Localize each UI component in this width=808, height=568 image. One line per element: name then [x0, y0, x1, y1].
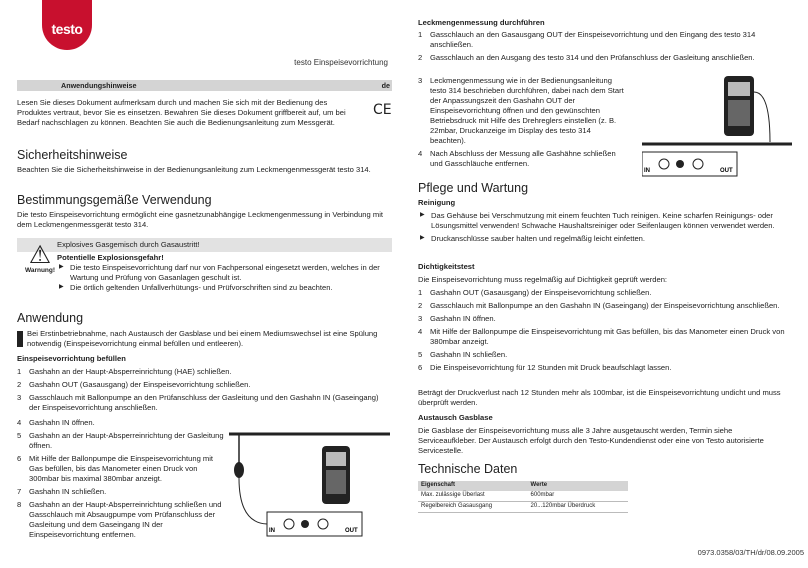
section-bar-title: Anwendungshinweise: [61, 81, 137, 90]
right-column: [418, 0, 794, 568]
out-label: OUT: [720, 168, 733, 174]
fill-diagram: [227, 428, 392, 538]
specs-heading: Technische Daten: [418, 462, 518, 476]
table-cell: 600mbar: [528, 491, 628, 501]
list-item: 6 Mit Hilfe der Ballonpumpe die Einspeisevorrichtung mit Gas befüllen, bis das Manometer einen Druck von 300mbar bis maximal 380mbar anzeigt.: [17, 454, 214, 484]
leak-steps-bottom: [418, 76, 626, 169]
usage-note: Bei Erstinbetriebnahme, nach Austausch der Gasblase und bei einem Mediumswechsel ist eine Spülung notwendig (Einspeisevorrichtung einmal befüllen und entleeren).: [27, 329, 378, 349]
list-item: 1 Gashahn an der Haupt-Absperreinrichtung (HAE) schließen.: [17, 367, 232, 376]
warning-subhead: Potentielle Explosionsgefahr!: [57, 253, 164, 263]
warning-label: Warnung!: [24, 267, 56, 274]
in-label: IN: [269, 528, 275, 534]
intended-use-heading: Bestimmungsgemäße Verwendung: [17, 193, 212, 207]
table-header: Werte: [528, 481, 628, 491]
warning-item: ▶ Die örtlich geltenden Unfallverhütungs- und Prüfvorschriften sind zu beachten.: [57, 283, 389, 293]
warning-list: [57, 263, 389, 293]
warning-icon: [22, 242, 58, 276]
list-item: 2 Gasschlauch mit Ballonpumpe an den Gashahn IN (Gaseingang) der Einspeisevorrichtung anschließen.: [418, 301, 780, 311]
fill-steps-top: [17, 367, 389, 413]
list-item: 1 Gashahn OUT (Gasausgang) der Einspeisevorrichtung schließen.: [418, 288, 652, 297]
note-icon: [17, 331, 23, 347]
fill-steps-bottom: [17, 418, 227, 540]
safety-heading: Sicherheitshinweise: [17, 148, 128, 162]
tightness-outro: Beträgt der Druckverlust nach 12 Stunden mehr als 100mbar, ist die Einspeisevorrichtung undicht und muss überprüft werden.: [418, 388, 781, 408]
leak-steps-top: [418, 30, 788, 63]
table-row: [418, 501, 628, 512]
warning-item: ▶ Die testo Einspeisevorrichtung darf nur von Fachpersonal eingesetzt werden, welches in der Wartung und Prüfung von Gasanlagen geschult ist.: [57, 263, 389, 283]
table-header-row: [418, 481, 628, 491]
cleaning-list: [418, 211, 792, 244]
safety-text: Beachten Sie die Sicherheitshinweise in der Bedienungsanleitung zum Leckmengenmessgerät testo 314.: [17, 165, 371, 174]
bladder-text: Die Gasblase der Einspeisevorrichtung muss alle 3 Jahre ausgetauscht werden, Termin siehe Serviceaufkleber. Der Austausch erfolgt durch den Testo-Kundendienst oder eine von Testo autorisierte Servicestelle.: [418, 426, 764, 456]
list-item: 5 Gashahn an der Haupt-Absperreinrichtung der Gasleitung öffnen.: [17, 431, 224, 451]
table-cell: 20...120mbar Überdruck: [528, 501, 628, 512]
leak-heading: Leckmengenmessung durchführen: [418, 18, 545, 27]
table-row: [418, 491, 628, 501]
list-item: 3 Gasschlauch mit Ballonpumpe an den Prüfanschluss der Gasleitung und den Gashahn IN (Gaseingang) der Einspeisevorrichtung anschließen.: [17, 393, 379, 413]
list-item: ▶ Das Gehäuse bei Verschmutzung mit einem feuchten Tuch reinigen. Keine scharfen Reinigungs- oder Lösungsmittel verwenden! Schwache Haushaltsreiniger oder Seifenlaugen können verwendet werden.: [418, 211, 792, 231]
fill-heading: Einspeisevorrichtung befüllen: [17, 354, 126, 363]
warning-text: [57, 240, 389, 293]
tightness-intro: Die Einspeisevorrichtung muss regelmäßig auf Dichtigkeit geprüft werden:: [418, 275, 668, 284]
list-item: 3 Leckmengenmessung wie in der Bedienungsanleitung testo 314 beschrieben durchführen, dabei nach dem Start der Anpassungszeit den Gashahn OUT der Einspeisevorrichtung öffnen und den gewünschten Betriebsdruck mit Hilfe des Drehreglers einstellen (z. B. 22mbar, Druckanzeige im Display des testo 314 beachten).: [418, 76, 624, 146]
list-item: 7 Gashahn IN schließen.: [17, 487, 107, 497]
left-column: [17, 0, 392, 568]
table-header: Eigenschaft: [418, 481, 528, 491]
document-title: testo Einspeisevorrichtung: [294, 58, 388, 67]
list-item: 6 Die Einspeisevorrichtung für 12 Stunden mit Druck beaufschlagt lassen.: [418, 363, 672, 373]
footer-doc-number: 0973.0358/03/TH/dr/08.09.2005: [697, 548, 804, 557]
list-item: 2 Gashahn OUT (Gasausgang) der Einspeisevorrichtung schließen.: [17, 380, 251, 390]
list-item: ▶ Druckanschlüsse sauber halten und regelmäßig leicht einfetten.: [418, 234, 792, 244]
list-item: 4 Gashahn IN öffnen.: [17, 418, 95, 427]
intended-use-text: Die testo Einspeisevorrichtung ermöglicht eine gasnetzunabhängige Leckmengenmessung in Verbindung mit dem Leckmengenmessgerät testo 314.: [17, 210, 383, 230]
balloon-pump-icon: [234, 462, 244, 478]
warning-headline: Explosives Gasgemisch durch Gasaustritt!: [57, 240, 200, 249]
warning-box: [17, 238, 392, 300]
list-item: 3 Gashahn IN öffnen.: [418, 314, 496, 324]
specs-table: [418, 481, 628, 513]
bladder-heading: Austausch Gasblase: [418, 413, 493, 422]
leak-diagram: [642, 72, 792, 177]
list-item: 8 Gashahn an der Haupt-Absperreinrichtung schließen und Gasschlauch mit Absaugpumpe vom Prüfanschluss der Gasleitung und dem Gaseingang IN der Einspeisevorrichtung entfernen.: [17, 500, 222, 540]
list-item: 1 Gasschlauch an den Gasausgang OUT der Einspeisevorrichtung und den Eingang des testo 314 anschließen.: [418, 30, 756, 50]
warning-triangle-icon: ⚠: [28, 240, 52, 269]
care-heading: Pflege und Wartung: [418, 181, 529, 195]
table-cell: Max. zulässige Überlast: [418, 491, 528, 501]
gas-hose: [239, 478, 267, 524]
table-cell: Regelbereich Gasausgang: [418, 501, 528, 512]
section-bar: [17, 80, 392, 91]
usage-heading: Anwendung: [17, 311, 84, 325]
list-item: 4 Mit Hilfe der Ballonpumpe die Einspeisevorrichtung mit Gas befüllen, bis das Manometer einen Druck von 380mbar anzeigt.: [418, 327, 785, 347]
ce-mark: CE: [373, 102, 392, 118]
language-code: de: [381, 81, 390, 90]
list-item: 4 Nach Abschluss der Messung alle Gashähne schließen und Gasschläuche entfernen.: [418, 149, 616, 169]
intro-text: Lesen Sie dieses Dokument aufmerksam durch und machen Sie sich mit der Bedienung des Produktes vertraut, bevor Sie es einsetzen. Bewahren Sie dieses Dokument griffbereit auf, um bei Bedarf nachschlagen zu können. Beachten Sie auch die Bedienungsanleitung zum Messgerät.: [17, 98, 346, 128]
in-label: IN: [644, 168, 650, 174]
list-item: 5 Gashahn IN schließen.: [418, 350, 508, 360]
list-item: 2 Gasschlauch an den Ausgang des testo 314 und den Prüfanschluss der Gasleitung anschließen.: [418, 53, 755, 63]
testo-logo: testo: [42, 0, 92, 50]
tightness-steps: [418, 288, 792, 373]
tightness-heading: Dichtigkeitstest: [418, 262, 475, 271]
cleaning-heading: Reinigung: [418, 198, 456, 207]
out-label: OUT: [345, 528, 358, 534]
